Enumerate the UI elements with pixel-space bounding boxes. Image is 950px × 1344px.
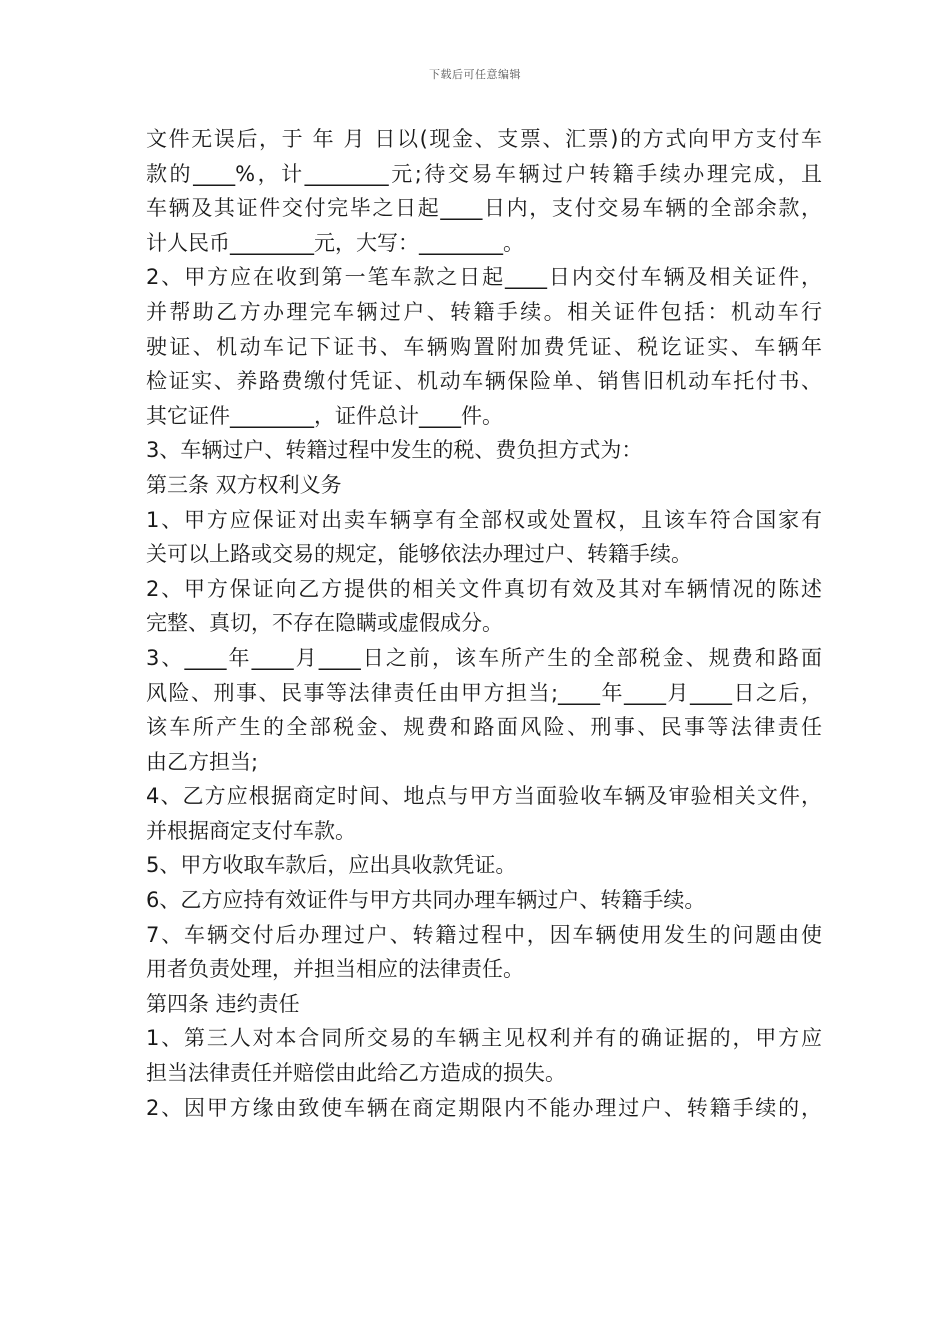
- text-line: 该车所产生的全部税金、规费和路面风险、刑事、民事等法律责任: [146, 715, 822, 740]
- text-line: 车辆及其证件交付完毕之日起____日内，支付交易车辆的全部余款，: [146, 196, 822, 221]
- text-line: 并帮助乙方办理完车辆过户、转籍手续。相关证件包括：机动车行: [146, 299, 822, 324]
- text-line: 文件无误后，于 年 月 日以(现金、支票、汇票)的方式向甲方支付车: [146, 127, 822, 151]
- section-heading: 第四条 违约责任: [146, 991, 300, 1016]
- text-line: 由乙方担当;: [146, 749, 259, 774]
- text-line: 并根据商定支付车款。: [146, 818, 356, 843]
- text-line: 用者负责处理，并担当相应的法律责任。: [146, 957, 524, 982]
- text-line: 1、甲方应保证对出卖车辆享有全部权或处置权，且该车符合国家有: [146, 507, 822, 532]
- text-line: 5、甲方收取车款后，应出具收款凭证。: [146, 853, 517, 878]
- contract-body: [146, 122, 822, 1125]
- text-line: 2、甲方应在收到第一笔车款之日起____日内交付车辆及相关证件，: [146, 265, 822, 290]
- text-line: 完整、真切，不存在隐瞒或虚假成分。: [146, 611, 503, 636]
- text-line: 6、乙方应持有效证件与甲方共同办理车辆过户、转籍手续。: [146, 888, 706, 913]
- text-line: 款的____%，计________元;待交易车辆过户转籍手续办理完成，且: [146, 161, 822, 186]
- text-line: 风险、刑事、民事等法律责任由甲方担当;____年____月____日之后，: [146, 680, 822, 705]
- text-line: 2、因甲方缘由致使车辆在商定期限内不能办理过户、转籍手续的，: [146, 1095, 822, 1120]
- text-line: 检证实、养路费缴付凭证、机动车辆保险单、销售旧机动车托付书、: [146, 369, 822, 394]
- text-line: 3、车辆过户、转籍过程中发生的税、费负担方式为：: [146, 438, 643, 463]
- text-line: 其它证件________，证件总计____件。: [146, 403, 503, 428]
- text-line: 关可以上路或交易的规定，能够依法办理过户、转籍手续。: [146, 542, 692, 567]
- text-line: 7、车辆交付后办理过户、转籍过程中，因车辆使用发生的问题由使: [146, 922, 822, 947]
- text-line: 2、甲方保证向乙方提供的相关文件真切有效及其对车辆情况的陈述: [146, 576, 822, 601]
- text-line: 4、乙方应根据商定时间、地点与甲方当面验收车辆及审验相关文件，: [146, 784, 822, 809]
- text-line: 担当法律责任并赔偿由此给乙方造成的损失。: [146, 1061, 566, 1086]
- header-note: 下载后可任意编辑: [429, 68, 521, 81]
- text-line: 驶证、机动车记下证书、车辆购置附加费凭证、税讫证实、车辆年: [146, 334, 822, 359]
- text-line: 计人民币________元，大写：________。: [146, 230, 524, 255]
- section-heading: 第三条 双方权利义务: [146, 472, 342, 497]
- text-line: 1、第三人对本合同所交易的车辆主见权利并有的确证据的，甲方应: [146, 1026, 822, 1051]
- text-line: 3、____年____月____日之前，该车所产生的全部税金、规费和路面: [146, 645, 822, 670]
